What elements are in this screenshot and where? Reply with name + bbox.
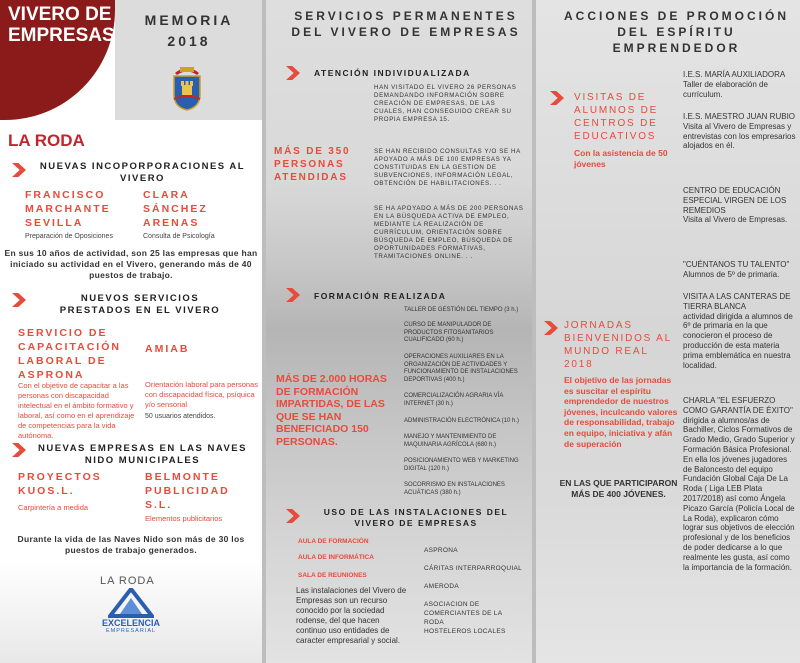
brand-title: VIVERO DE EMPRESAS [8, 4, 115, 46]
action-item: I.E.S. MARÍA AUXILIADORA Taller de elaboración de currículum. [683, 70, 786, 99]
action-item: CHARLA "EL ESFUERZO COMO GARANTÍA DE ÉXITO" dirigida a alumnos/as de Bachiller, Ciclos Formativos de Grado Medio, Grado Superior y Formación Básica Profesional. En ella los jóvenes jugadores de Baloncesto del equipo Fundación Global Caja De La Roda ( Liga LEB Plata 2017/2018) así como Ángela Picazo García (Policía Local de La Roda), explicaron cómo lograr sus objetivos de elección profesional y de los beneficios de poder dedicarse a lo que realmente les gusta, así como la importancia de la formación. [683, 396, 795, 572]
servicios-heading: NUEVOS SERVICIOS PRESTADOS EN EL VIVERO [59, 293, 221, 316]
service-name: SERVICIO DE CAPACITACIÓN LABORAL DE ASPRONA [18, 327, 121, 381]
jornadas-heading: JORNADAS BIENVENIDOS AL MUNDO REAL 2018 [564, 320, 672, 370]
excelencia-logo-icon [108, 588, 154, 618]
visitas-heading: VISITAS DE ALUMNOS DE CENTROS DE EDUCATIVOS [574, 92, 659, 142]
chevron-right-icon [286, 288, 300, 302]
uso-body: Las instalaciones del Vivero de Empresas son un recurso conocido por la sociedad rodense, del que hacen continuo uso entidades de caracter empresarial y social. [296, 586, 407, 645]
org-item: AMERODA [424, 583, 459, 590]
incorporaciones-heading: NUEVAS INCOPORPORACIONES AL VIVERO [39, 161, 246, 184]
coat-of-arms-icon [170, 63, 204, 111]
panel-servicios-permanentes [266, 0, 532, 663]
chevron-right-icon [12, 163, 26, 177]
service-name: AMIAB [145, 343, 190, 355]
course-item: COMERCIALIZACIÓN AGRARIA VÍA INTERNET (30 h.) [404, 393, 504, 407]
action-item: I.E.S. MAESTRO JUAN RUBIO Visita al Vivero de Empresas y entrevistas con los empresarios alojados en él. [683, 112, 796, 151]
org-item: HOSTELEROS LOCALES [424, 628, 506, 635]
course-item: CURSO DE MANIPULADOR DE PRODUCTOS FITOSANITARIOS CUALIFICADO (60 h.) [404, 322, 494, 343]
jornadas-result: EN LAS QUE PARTICIPARON MÁS DE 400 JÓVENES. [559, 478, 678, 499]
city-title: LA RODA [8, 131, 85, 150]
incorporaciones-summary: En sus 10 años de actividad, son 25 las empresas que han iniciado su actividad en el Vivero, generando más de 40 puestos de trabajo. [4, 248, 258, 280]
logo-city-text: LA RODA [100, 575, 155, 587]
chevron-right-icon [286, 66, 300, 80]
action-item: "CUÉNTANOS TU TALENTO" Alumnos de 5º de primaria. [683, 260, 790, 279]
org-item: ASOCIACION DE COMERCIANTES DE LA RODA [424, 601, 502, 626]
chevron-right-icon [12, 443, 26, 457]
logo-main-text: EXCELENCIA [101, 618, 160, 628]
person-name: CLARA SÁNCHEZ ARENAS [143, 189, 208, 229]
course-item: POSICIONAMIENTO WEB Y MARKETING DIGITAL (120 h.) [404, 458, 519, 472]
formacion-highlight: MÁS DE 2.000 HORAS DE FORMACIÓN IMPARTIDAS, DE LAS QUE SE HAN BENEFICIADO 150 PERSONAS. [276, 373, 387, 448]
room-item: AULA DE INFORMÁTICA [298, 554, 374, 561]
memoria-title: MEMORIA 2018 [144, 12, 234, 49]
org-item: CÁRITAS INTERPARROQUIAL [424, 565, 523, 572]
panel-nuevas-incorporaciones [0, 0, 262, 663]
formacion-heading: FORMACIÓN REALIZADA [314, 291, 447, 301]
company-name: PROYECTOS KUOS.L. [18, 471, 102, 497]
logo-sub-text: EMPRESARIAL [105, 628, 157, 634]
atencion-paragraph: SE HAN RECIBIDO CONSULTAS Y/O SE HA APOYADO A MÁS DE 100 EMPRESAS YA CONSTITUIDAS EN LA GESTION DE SUBVENCIONES, INFORMACIÓN LEGAL, OBTENCIÓN DE HABILITACIONES. . . [374, 148, 521, 187]
action-item: VISITA A LAS CANTERAS DE TIERRA BLANCA actividad dirigida a alumnos de 6º de primaria en la que conocieron el proceso de producción de esta materia prima emblemática en nuestra localidad. [683, 292, 793, 370]
course-item: SOCORRISMO EN INSTALACIONES ACUÁTICAS (380 h.) [404, 482, 505, 496]
course-item: TALLER DE GESTIÓN DEL TIEMPO (3 h.) [404, 307, 519, 313]
course-item: ADMINISTRACIÓN ELECTRÓNICA (10 h.) [404, 418, 520, 424]
acciones-title: ACCIONES DE PROMOCIÓN DEL ESPÍRITU EMPRENDEDOR [563, 9, 789, 55]
naves-summary: Durante la vida de las Naves Nido son más de 30 los puestos de trabajo generados. [17, 534, 245, 555]
course-item: OPERACIONES AUXILIARES EN LA ORGANIZACIÓN DE ACTIVIDADES Y FUNCIONAMIENTO DE INSTALACIONES DEPORTIVAS (400 h.) [404, 354, 518, 383]
chevron-right-icon [12, 293, 26, 307]
chevron-right-icon [544, 321, 558, 335]
person-role: Preparación de Oposiciones [25, 233, 113, 240]
company-description: Carpintería a medida [18, 503, 89, 512]
org-item: ASPRONA [424, 547, 458, 554]
service-note: 50 usuarios atendidos. [145, 413, 216, 420]
atencion-heading: ATENCIÓN INDIVIDUALIZADA [314, 68, 471, 78]
course-item: MANEJO Y MANTENIMIENTO DE MAQUINARIA AGRÍCOLA (680 h.) [404, 434, 497, 448]
company-description: Elementos publicitarios [145, 514, 223, 523]
naves-heading: NUEVAS EMPRESAS EN LAS NAVES NIDO MUNICIPALES [38, 443, 247, 466]
atencion-highlight: MÁS DE 350 PERSONAS ATENDIDAS [274, 146, 351, 183]
atencion-paragraph: SE HA APOYADO A MÁS DE 200 PERSONAS EN LA BÚSQUEDA ACTIVA DE EMPLEO, MEDIANTE LA REALIZACIÓN DE CURRÍCULUM, ORIENTACIÓN SOBRE BÚSQUEDA DE EMPLEO, BÚSQUEDA DE OPORTUNIDADES FORMATIVAS, TRAMITACIONES ONLINE. . . [374, 205, 524, 260]
room-item: SALA DE REUNIONES [298, 572, 367, 579]
atencion-paragraph: HAN VISITADO EL VIVERO 26 PERSONAS DEMANDANDO INFORMACIÓN SOBRE CREACIÓN DE EMPRESAS, DE LAS CUALES, HAN CONSEGUIDO CREAR SU PROPIA EMPRESA 15. [374, 84, 517, 123]
service-description: Con el objetivo de capacitar a las personas con discapacidad intelectual en el ámbito formativo y laboral, así como en el aprendizaje de competencias para la vida autónoma. [18, 381, 135, 440]
panel-acciones-promocion [536, 0, 800, 663]
room-item: AULA DE FORMACIÓN [298, 538, 369, 545]
chevron-right-icon [550, 91, 564, 105]
uso-heading: USO DE LAS INSTALACIONES DEL VIVERO DE EMPRESAS [323, 507, 509, 528]
person-name: FRANCISCO MARCHANTE SEVILLA [25, 189, 111, 229]
service-description: Orientación laboral para personas con discapacidad física, psíquica y/o sensorial [145, 380, 258, 409]
visitas-note: Con la asistencia de 50 jóvenes [574, 148, 668, 169]
chevron-right-icon [286, 509, 300, 523]
person-role: Consulta de Psicología [143, 233, 215, 240]
servicios-title: SERVICIOS PERMANENTES DEL VIVERO DE EMPRESAS [291, 9, 521, 39]
company-name: BELMONTE PUBLICIDAD S.L. [145, 471, 230, 511]
action-item: CENTRO DE EDUCACIÓN ESPECIAL VIRGEN DE LOS REMEDIOS Visita al Vivero de Empresas. [683, 186, 788, 225]
jornadas-body: El objetivo de las jornadas es suscitar el espíritu emprendedor de nuestros jóvenes, inculcando valores de responsabilidad, trabajo en equipo, iniciativa y afán de superación [564, 375, 678, 449]
